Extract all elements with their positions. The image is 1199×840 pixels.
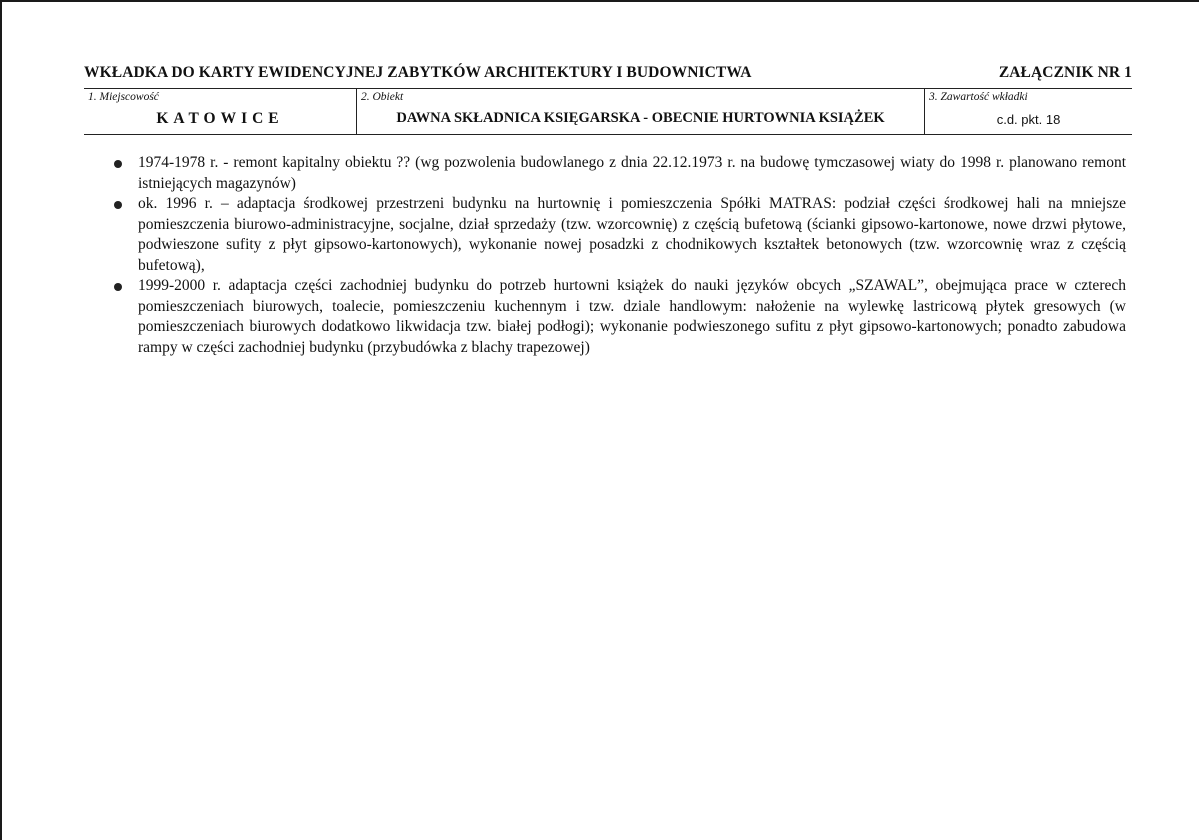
document-sheet (84, 64, 1132, 358)
list-item (84, 153, 1132, 194)
locality-label: 1. Miejscowość (88, 91, 159, 103)
attachment-label: ZAŁĄCZNIK NR 1 (998, 64, 1132, 81)
list-item-text: 1974-1978 r. - remont kapitalny obiektu ?? (wg pozwolenia budowlanego z dnia 22.12.1973 r. na budowę tymczasowej wiaty do 1998 r. planowano remont istniejących magazynów) (138, 154, 1126, 192)
locality-value: KATOWICE (156, 110, 284, 127)
history-list (84, 153, 1132, 358)
document-header (84, 64, 1132, 89)
locality-cell (84, 89, 356, 134)
bullet-icon (114, 283, 122, 291)
content-value: c.d. pkt. 18 (996, 112, 1061, 127)
list-item-text: 1999-2000 r. adaptacja części zachodniej budynku do potrzeb hurtowni książek do nauki języków obcych „SZAWAL”, obejmująca prace w czterech pomieszczeniach biurowych, toalecie, pomieszczeniu kuchennym i tzw. dziale handlowym: nałożenie na wylewkę lastricową płytek gresowych (w pomieszczeniach biurowych dodatkowo likwidacja tzw. białej podłogi); wykonanie podwieszonego sufitu z płyt gipsowo-kartonowych; ponadto zabudowa rampy w części zachodniej budynku (przybudówka z blachy trapezowej) (138, 277, 1126, 356)
content-label: 3. Zawartość wkładki (929, 91, 1028, 103)
document-title: WKŁADKA DO KARTY EWIDENCYJNEJ ZABYTKÓW ARCHITEKTURY I BUDOWNICTWA (84, 64, 752, 81)
object-label: 2. Obiekt (361, 91, 404, 103)
list-item-text: ok. 1996 r. – adaptacja środkowej przestrzeni budynku na hurtownię i pomieszczenia Spółki MATRAS: podział części środkowej hali na mniejsze pomieszczenia biurowo-administracyjne, socjalne, dział sprzedaży (tzw. wzorcownię) z częścią bufetową (ścianki gipsowo-kartonowe, nowe drzwi płytowe, podwieszone sufity z płyt gipsowo-kartonowych), wykonanie nowej posadzki z chodnikowych kształtek betonowych (tzw. wzorcownię wraz z częścią bufetową), (138, 195, 1126, 274)
content-cell (924, 89, 1132, 134)
bullet-icon (114, 160, 122, 168)
list-item (84, 276, 1132, 358)
bullet-icon (114, 201, 122, 209)
object-value: DAWNA SKŁADNICA KSIĘGARSKA - OBECNIE HURTOWNIA KSIĄŻEK (396, 110, 885, 126)
object-cell (356, 89, 924, 134)
metadata-table (84, 89, 1132, 135)
list-item (84, 194, 1132, 276)
